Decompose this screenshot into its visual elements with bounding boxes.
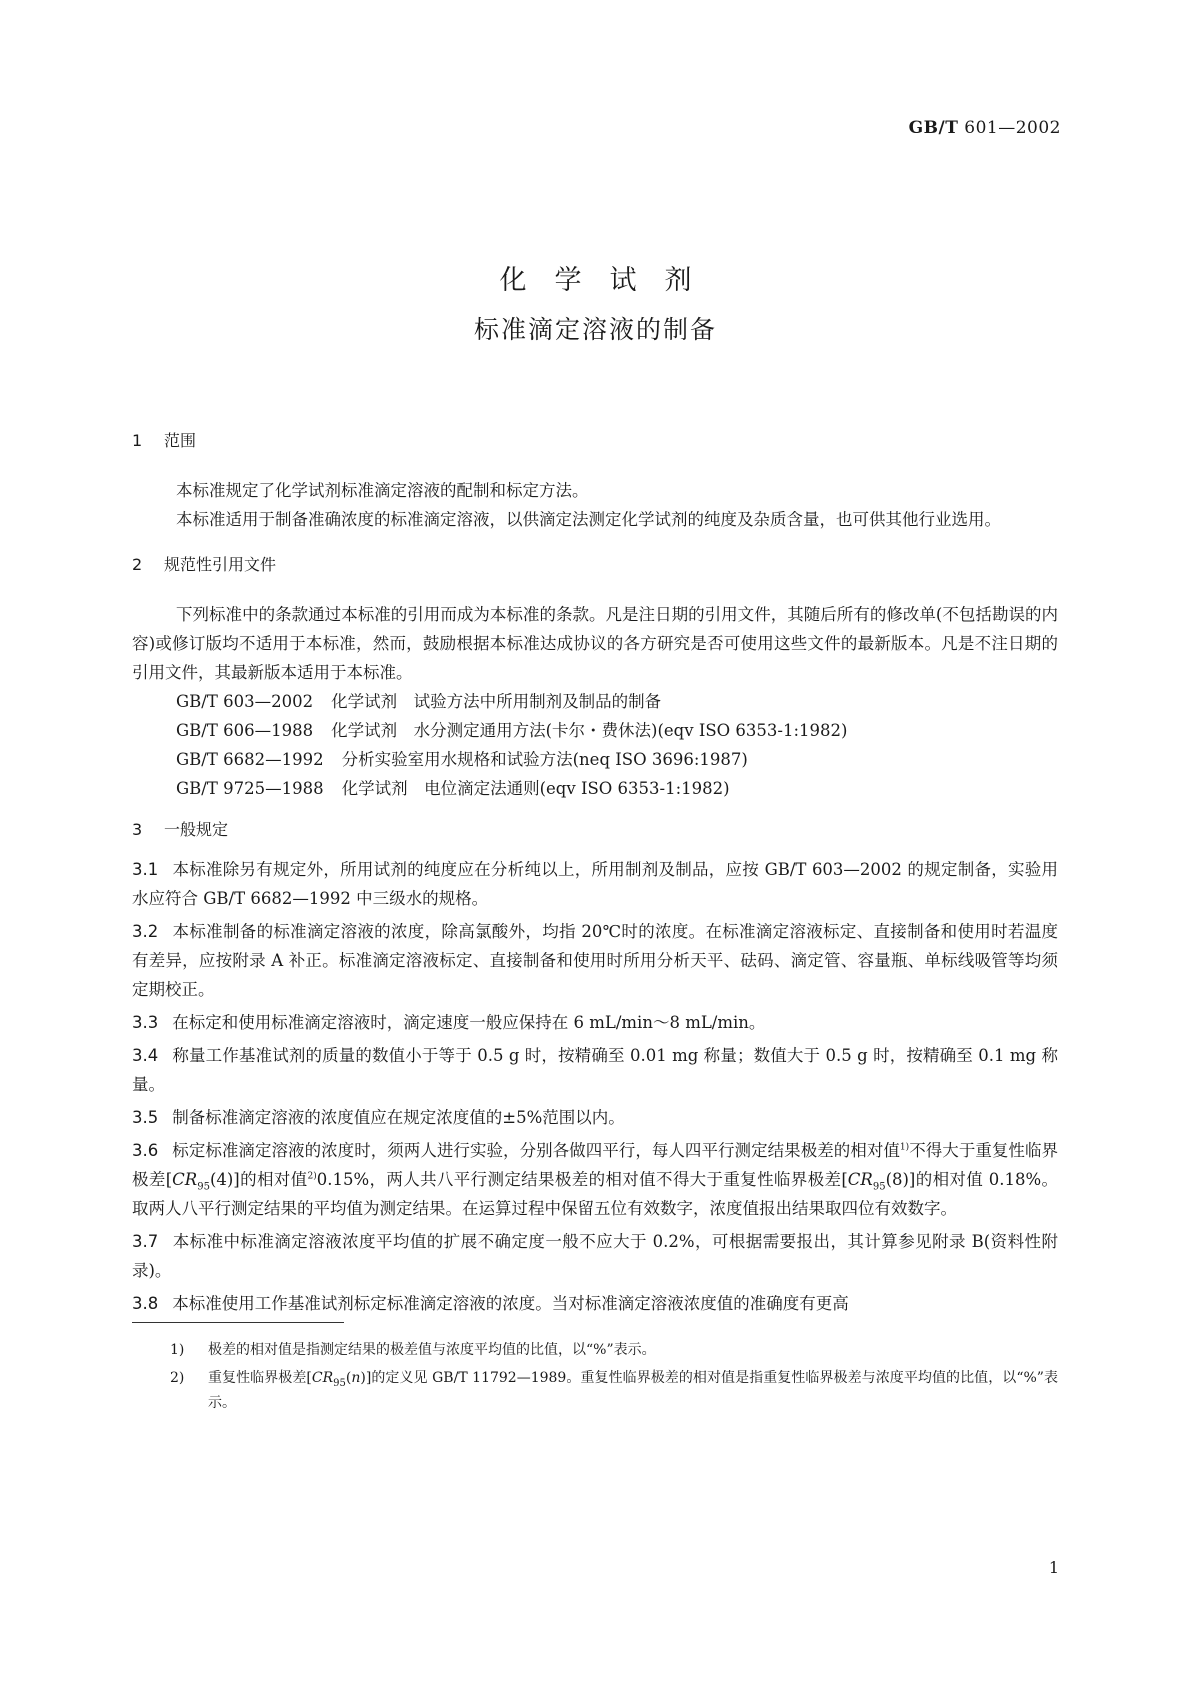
symbol-c: C: [847, 1170, 861, 1189]
clause-3-5: [132, 1103, 1058, 1132]
document-body: [132, 430, 1058, 1318]
clause-number: 3.6: [132, 1141, 159, 1160]
clause-text: 制备标准滴定溶液的浓度值应在规定浓度值的±5%范围以内。: [172, 1108, 625, 1127]
clause-text: 本标准制备的标准滴定溶液的浓度，除高氯酸外，均指 20℃时的浓度。在标准滴定溶液标定、直接制备和使用时若温度有差异，应按附录 A 补正。标准滴定溶液标定、直接制备和使用时所用分析天平、砝码、滴定管、容量瓶、单标线吸管等均须定期校正。: [132, 922, 1058, 999]
clause-number: 3.4: [132, 1046, 159, 1065]
clause-number: 3.2: [132, 922, 159, 941]
clause-3-4: [132, 1041, 1058, 1099]
scope-paragraph-2: 本标准适用于制备准确浓度的标准滴定溶液，以供滴定法测定化学试剂的纯度及杂质含量，也可供其他行业选用。: [176, 510, 1001, 529]
reference-title: 化学试剂 电位滴定法通则(eqv ISO 6353-1:1982): [341, 779, 730, 798]
reference-item: [132, 745, 1058, 774]
clause-text: 本标准使用工作基准试剂标定标准滴定溶液的浓度。当对标准滴定溶液浓度值的准确度有更高: [172, 1294, 849, 1313]
symbol-c: C: [172, 1170, 185, 1189]
symbol-c: C: [311, 1370, 323, 1386]
clause-number: 3.5: [132, 1108, 159, 1127]
clause-text: 本标准除另有规定外，所用试剂的纯度应在分析纯以上，所用制剂及制品，应按 GB/T 603—2002 的规定制备，实验用水应符合 GB/T 6682—1992 中三级水的规格。: [132, 860, 1058, 908]
reference-code: GB/T 6682—1992: [176, 750, 324, 769]
symbol-subscript: 95: [197, 1181, 210, 1193]
section-title: 一般规定: [164, 820, 229, 839]
clause-3-1: [132, 855, 1058, 913]
reference-item: [132, 716, 1058, 745]
section-number: 3: [132, 820, 143, 839]
symbol-n: n: [351, 1370, 361, 1386]
standard-code-prefix: GB/T: [908, 118, 959, 138]
footnote-text-part: 重复性临界极差[: [208, 1370, 312, 1386]
footnote-number: 2): [170, 1370, 185, 1386]
reference-code: GB/T 9725—1988: [176, 779, 324, 798]
footnote-ref-1: 1): [899, 1142, 910, 1153]
section-number: 2: [132, 555, 143, 574]
symbol-r: R: [860, 1170, 873, 1189]
footnote-number: 1): [170, 1342, 185, 1358]
clause-number: 3.8: [132, 1294, 159, 1313]
clause-number: 3.1: [132, 860, 159, 879]
clause-number: 3.3: [132, 1013, 159, 1032]
page-number: 1: [1048, 1558, 1059, 1577]
footnote-ref-2: 2): [307, 1171, 317, 1182]
clause-3-6: [132, 1136, 1058, 1223]
clause-3-2: [132, 917, 1058, 1004]
section-title: 规范性引用文件: [164, 555, 277, 574]
footnote-text: 极差的相对值是指测定结果的极差值与浓度平均值的比值，以“%”表示。: [208, 1342, 656, 1358]
reference-code: GB/T 603—2002: [176, 692, 314, 711]
clause-number: 3.7: [132, 1232, 159, 1251]
clause-text: 0.15%，两人共八平行测定结果极差的相对值不得大于重复性临界极差[: [316, 1170, 848, 1189]
references-intro-paragraph: 下列标准中的条款通过本标准的引用而成为本标准的条款。凡是注日期的引用文件，其随后所有的修改单(不包括勘误的内容)或修订版均不适用于本标准，然而，鼓励根据本标准达成协议的各方研究是否可使用这些文件的最新版本。凡是不注日期的引用文件，其最新版本适用于本标准。: [132, 605, 1058, 682]
section-heading-general-provisions: [132, 819, 1058, 841]
clause-text: 本标准中标准滴定溶液浓度平均值的扩展不确定度一般不应大于 0.2%，可根据需要报出，其计算参见附录 B(资料性附录)。: [132, 1232, 1058, 1280]
symbol-subscript: 95: [333, 1377, 346, 1389]
clause-text: 标定标准滴定溶液的浓度时，须两人进行实验，分别各做四平行，每人四平行测定结果极差的相对值: [172, 1141, 900, 1160]
document-title-line1: 化学试剂: [499, 265, 720, 296]
reference-title: 化学试剂 试验方法中所用制剂及制品的制备: [331, 692, 662, 711]
clause-text: 称量工作基准试剂的质量的数值小于等于 0.5 g 时，按精确至 0.01 mg 称量；数值大于 0.5 g 时，按精确至 0.1 mg 称量。: [132, 1046, 1058, 1094]
section-number: 1: [132, 431, 143, 450]
clause-text: 在标定和使用标准滴定溶液时，滴定速度一般应保持在 6 mL/min～8 mL/min。: [172, 1013, 766, 1032]
reference-item: [132, 774, 1058, 803]
reference-item: [132, 687, 1058, 716]
footnote-divider: [132, 1322, 344, 1323]
clause-text: (4)]的相对值: [209, 1170, 308, 1189]
standard-code: [909, 118, 1061, 138]
clause-text: (8)]的相对值 0.18%。取两人八平行测定结果的平均值为测定结果。在运算过程中保留五位有效数字，浓度值报出结果取四位有效数字。: [132, 1170, 1058, 1218]
footnote-text-part: )]的定义见 GB/T 11792—1989。重复性临界极差的相对值是指重复性临界极差与浓度平均值的比值，以“%”表示。: [208, 1370, 1058, 1411]
reference-code: GB/T 606—1988: [176, 721, 314, 740]
symbol-r: R: [322, 1370, 334, 1386]
standard-code-number: 601—2002: [958, 118, 1061, 138]
scope-paragraph-1: 本标准规定了化学试剂标准滴定溶液的配制和标定方法。: [176, 481, 589, 500]
footnote-1: [170, 1338, 1058, 1363]
document-title-line2: 标准滴定溶液的制备: [473, 315, 717, 344]
clause-3-8: [132, 1289, 1058, 1318]
footnote-2: [170, 1366, 1058, 1416]
footnotes: [170, 1338, 1058, 1419]
clause-3-7: [132, 1227, 1058, 1285]
reference-title: 化学试剂 水分测定通用方法(卡尔・费休法)(eqv ISO 6353-1:1982): [331, 721, 848, 740]
symbol-subscript: 95: [872, 1181, 886, 1193]
clause-text: 不得大于重复性临界极差[: [132, 1141, 1059, 1189]
footnote-text: 重复性临界极差$[CR_{95}(n)]$的定义见 GB/T 11792—1989。重复性临界极差的相对值是指重复性临界极差与浓度平均值的比值，以“%”表示。: [208, 1370, 1058, 1411]
symbol-r: R: [184, 1170, 198, 1189]
clause-3-3: [132, 1008, 1058, 1037]
section-title: 范围: [164, 431, 197, 450]
section-heading-scope: [132, 430, 1058, 452]
section-heading-normative-references: [132, 554, 1058, 576]
reference-title: 分析实验室用水规格和试验方法(neq ISO 3696:1987): [341, 750, 748, 769]
